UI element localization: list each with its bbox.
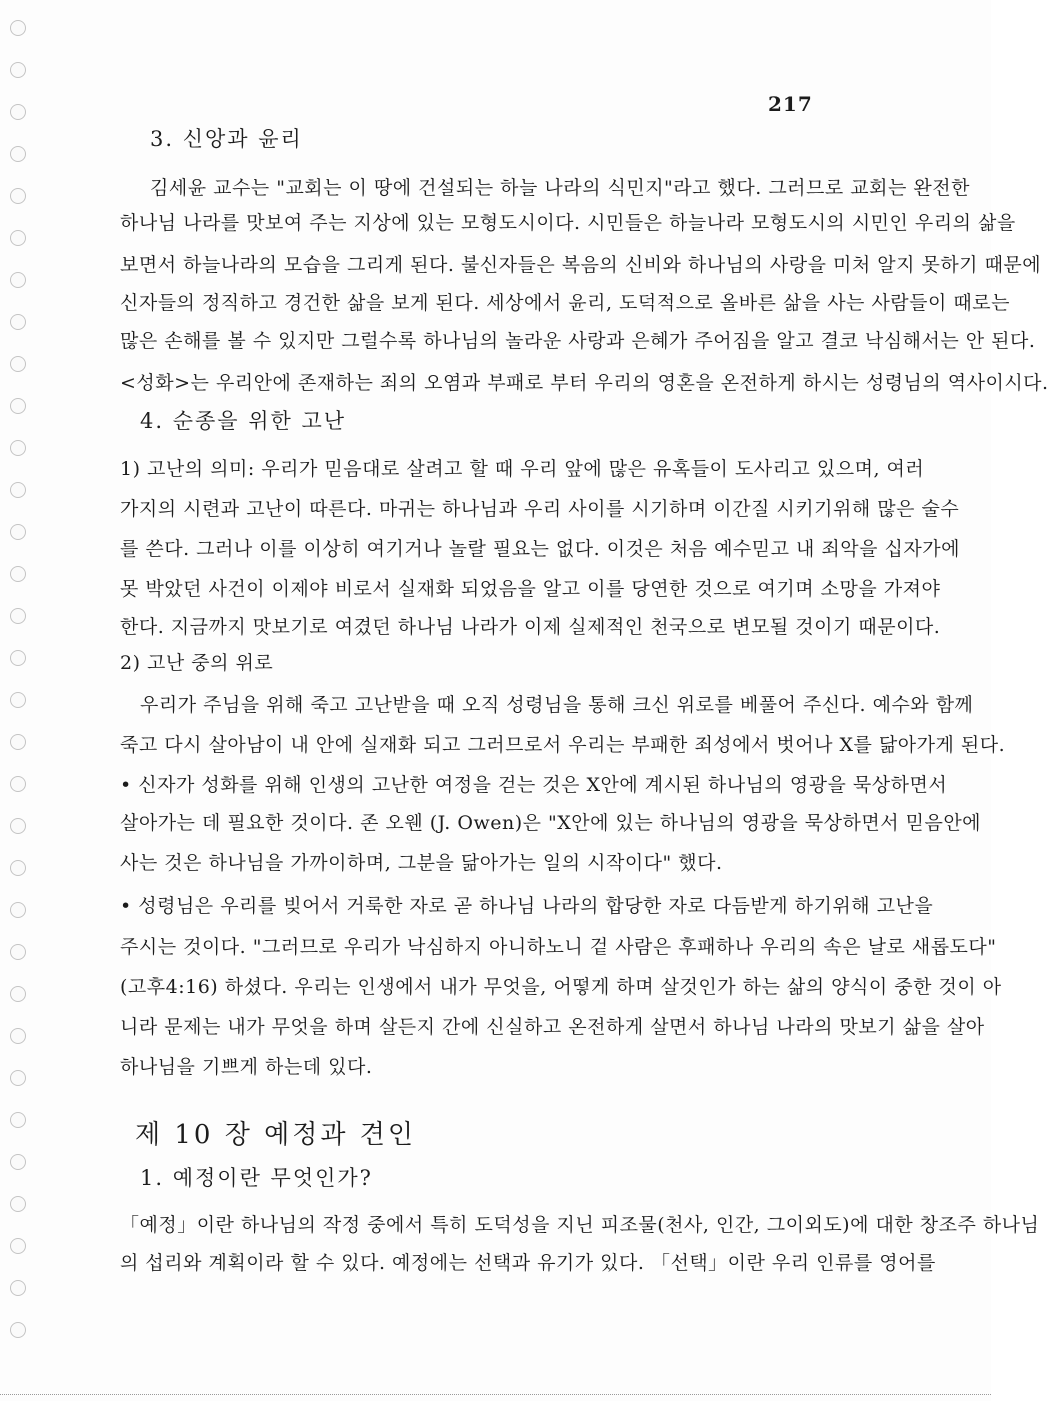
binding-hole <box>10 188 26 204</box>
binding-hole <box>10 944 26 960</box>
chapter-title: 제 10 장 예정과 견인 <box>135 1120 416 1150</box>
binding-hole <box>10 650 26 666</box>
section-title-predestination: 1. 예정이란 무엇인가? <box>140 1166 373 1190</box>
binding-hole <box>10 1238 26 1254</box>
page-number: 217 <box>768 92 813 116</box>
binding-hole <box>10 776 26 792</box>
text-line: 많은 손해를 볼 수 있지만 그럴수록 하나님의 놀라운 사랑과 은혜가 주어짐을 알고 결코 낙심해서는 안 된다. <box>120 330 1036 352</box>
binding-hole <box>10 62 26 78</box>
binding-hole <box>10 524 26 540</box>
binding-hole <box>10 1028 26 1044</box>
binding-hole <box>10 1070 26 1086</box>
text-line: 신자들의 정직하고 경건한 삶을 보게 된다. 세상에서 윤리, 도덕적으로 올바른 삶을 사는 사람들이 때로는 <box>120 292 1010 314</box>
binding-hole <box>10 902 26 918</box>
text-line: 니라 문제는 내가 무엇을 하며 살든지 간에 신실하고 온전하게 살면서 하나님 나라의 맛보기 삶을 살아 <box>120 1016 985 1038</box>
binding-hole <box>10 1280 26 1296</box>
text-line: 사는 것은 하나님을 가까이하며, 그분을 닮아가는 일의 시작이다" 했다. <box>120 852 723 874</box>
binding-hole <box>10 608 26 624</box>
binding-hole <box>10 566 26 582</box>
binding-hole <box>10 314 26 330</box>
binding-hole <box>10 20 26 36</box>
binding-hole <box>10 734 26 750</box>
text-line: 보면서 하늘나라의 모습을 그리게 된다. 불신자들은 복음의 신비와 하나님의 사랑을 미처 알지 못하기 때문에 <box>120 254 1042 276</box>
text-line: 「예정」이란 하나님의 작정 중에서 특히 도덕성을 지닌 피조물(천사, 인간, 그이외도)에 대한 창조주 하나님 <box>120 1214 1040 1236</box>
binding-hole <box>10 104 26 120</box>
text-line: 한다. 지금까지 맛보기로 여겼던 하나님 나라가 이제 실제적인 천국으로 변모될 것이기 때문이다. <box>120 616 941 638</box>
page-edge <box>0 1394 991 1396</box>
binding-hole <box>10 860 26 876</box>
binding-hole <box>10 1322 26 1338</box>
binding-hole <box>10 146 26 162</box>
binding-hole <box>10 230 26 246</box>
binding-hole <box>10 272 26 288</box>
text-line: • 신자가 성화를 위해 인생의 고난한 여정을 걷는 것은 X안에 계시된 하나님의 영광을 묵상하면서 <box>120 774 948 796</box>
binding-hole <box>10 986 26 1002</box>
binding-hole <box>10 818 26 834</box>
binding-holes <box>6 20 36 1380</box>
text-line: 의 섭리와 계획이라 할 수 있다. 예정에는 선택과 유기가 있다. 「선택」이란 우리 인류를 영어를 <box>120 1252 936 1274</box>
binding-hole <box>10 1112 26 1128</box>
binding-hole <box>10 398 26 414</box>
section-title-suffering: 4. 순종을 위한 고난 <box>140 409 347 433</box>
binding-hole <box>10 440 26 456</box>
subsection-title: 2) 고난 중의 위로 <box>120 652 274 674</box>
text-line: 주시는 것이다. "그러므로 우리가 낙심하지 아니하노니 겉 사람은 후패하나 우리의 속은 날로 새롭도다" <box>120 936 997 958</box>
text-line: 하나님 나라를 맛보여 주는 지상에 있는 모형도시이다. 시민들은 하늘나라 모형도시의 시민인 우리의 삶을 <box>120 212 1016 234</box>
binding-hole <box>10 356 26 372</box>
text-line: 가지의 시련과 고난이 따른다. 마귀는 하나님과 우리 사이를 시기하며 이간질 시키기위해 많은 술수 <box>120 498 960 520</box>
binding-hole <box>10 692 26 708</box>
binding-hole <box>10 1154 26 1170</box>
binding-hole <box>10 482 26 498</box>
text-line: (고후4:16) 하셨다. 우리는 인생에서 내가 무엇을, 어떻게 하며 살것인가 하는 삶의 양식이 중한 것이 아 <box>120 976 1002 998</box>
text-line: 를 쓴다. 그러나 이를 이상히 여기거나 놀랄 필요는 없다. 이것은 처음 예수믿고 내 죄악을 십자가에 <box>120 538 960 560</box>
text-line: • 성령님은 우리를 빚어서 거룩한 자로 곧 하나님 나라의 합당한 자로 다듬받게 하기위해 고난을 <box>120 895 934 917</box>
text-line: <성화>는 우리안에 존재하는 죄의 오염과 부패로 부터 우리의 영혼을 온전하게 하시는 성령님의 역사이시다. <box>120 372 1049 394</box>
section-title-faith-ethics: 3. 신앙과 윤리 <box>150 127 303 151</box>
text-line: 김세윤 교수는 "교회는 이 땅에 건설되는 하늘 나라의 식민지"라고 했다. 그러므로 교회는 완전한 <box>150 177 970 199</box>
text-line: 하나님을 기쁘게 하는데 있다. <box>120 1056 373 1078</box>
text-line: 우리가 주님을 위해 죽고 고난받을 때 오직 성령님을 통해 크신 위로를 베풀어 주신다. 예수와 함께 <box>140 694 974 716</box>
binding-hole <box>10 1196 26 1212</box>
text-line: 1) 고난의 의미: 우리가 믿음대로 살려고 할 때 우리 앞에 많은 유혹들이 도사리고 있으며, 여러 <box>120 458 925 480</box>
text-line: 살아가는 데 필요한 것이다. 존 오웬 (J. Owen)은 "X안에 있는 하나님의 영광을 묵상하면서 믿음안에 <box>120 812 982 834</box>
text-line: 못 박았던 사건이 이제야 비로서 실재화 되었음을 알고 이를 당연한 것으로 여기며 소망을 가져야 <box>120 578 941 600</box>
text-line: 죽고 다시 살아남이 내 안에 실재화 되고 그러므로서 우리는 부패한 죄성에서 벗어나 X를 닮아가게 된다. <box>120 734 1006 756</box>
